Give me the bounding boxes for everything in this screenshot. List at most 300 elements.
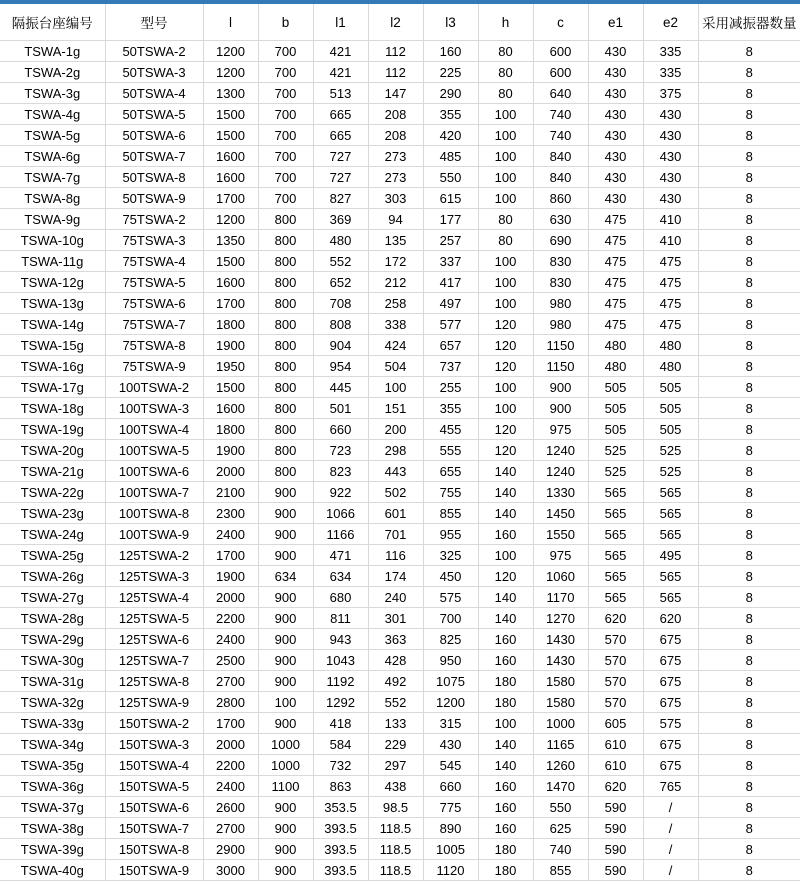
table-cell: 75TSWA-4 <box>105 251 203 272</box>
table-cell: 480 <box>643 335 698 356</box>
table-cell: 140 <box>478 461 533 482</box>
table-cell: 8 <box>698 860 800 881</box>
table-cell: 1150 <box>533 356 588 377</box>
column-header: e2 <box>643 4 698 41</box>
table-cell: 94 <box>368 209 423 230</box>
table-cell: 620 <box>588 608 643 629</box>
table-cell: 177 <box>423 209 478 230</box>
table-cell: 900 <box>258 818 313 839</box>
table-cell: 700 <box>258 146 313 167</box>
table-cell: 700 <box>258 83 313 104</box>
table-cell: 424 <box>368 335 423 356</box>
table-cell: TSWA-40g <box>0 860 105 881</box>
table-cell: 443 <box>368 461 423 482</box>
table-cell: 100TSWA-7 <box>105 482 203 503</box>
table-cell: 471 <box>313 545 368 566</box>
table-cell: 634 <box>258 566 313 587</box>
table-cell: 1200 <box>203 209 258 230</box>
table-cell: 675 <box>643 629 698 650</box>
table-cell: 75TSWA-3 <box>105 230 203 251</box>
table-cell: / <box>643 860 698 881</box>
table-cell: 675 <box>643 671 698 692</box>
table-cell: TSWA-25g <box>0 545 105 566</box>
table-cell: 363 <box>368 629 423 650</box>
table-cell: 430 <box>588 104 643 125</box>
column-header: l <box>203 4 258 41</box>
table-cell: 290 <box>423 83 478 104</box>
table-cell: 840 <box>533 167 588 188</box>
table-cell: 50TSWA-3 <box>105 62 203 83</box>
table-cell: TSWA-24g <box>0 524 105 545</box>
table-cell: 172 <box>368 251 423 272</box>
table-cell: 630 <box>533 209 588 230</box>
table-cell: 8 <box>698 419 800 440</box>
table-cell: 904 <box>313 335 368 356</box>
table-cell: 485 <box>423 146 478 167</box>
table-cell: 180 <box>478 671 533 692</box>
table-cell: 8 <box>698 650 800 671</box>
table-cell: 200 <box>368 419 423 440</box>
table-cell: 1240 <box>533 440 588 461</box>
table-cell: 525 <box>643 440 698 461</box>
table-cell: 565 <box>588 524 643 545</box>
table-cell: 421 <box>313 41 368 62</box>
table-cell: 100 <box>478 377 533 398</box>
table-cell: 2000 <box>203 587 258 608</box>
table-cell: TSWA-22g <box>0 482 105 503</box>
table-cell: 505 <box>588 419 643 440</box>
table-row <box>0 671 800 692</box>
table-cell: 610 <box>588 755 643 776</box>
table-cell: 229 <box>368 734 423 755</box>
table-cell: 80 <box>478 209 533 230</box>
table-cell: 755 <box>423 482 478 503</box>
table-cell: 900 <box>258 608 313 629</box>
table-cell: 208 <box>368 125 423 146</box>
table-cell: 100 <box>478 251 533 272</box>
table-cell: 50TSWA-6 <box>105 125 203 146</box>
table-cell: 75TSWA-6 <box>105 293 203 314</box>
table-cell: / <box>643 818 698 839</box>
table-cell: 393.5 <box>313 818 368 839</box>
table-cell: 590 <box>588 860 643 881</box>
table-cell: 1166 <box>313 524 368 545</box>
table-cell: 208 <box>368 104 423 125</box>
column-header: b <box>258 4 313 41</box>
table-cell: TSWA-14g <box>0 314 105 335</box>
table-cell: 180 <box>478 860 533 881</box>
table-cell: 120 <box>478 314 533 335</box>
column-header: e1 <box>588 4 643 41</box>
table-cell: TSWA-37g <box>0 797 105 818</box>
table-cell: 1580 <box>533 692 588 713</box>
table-cell: 160 <box>478 776 533 797</box>
table-cell: 8 <box>698 503 800 524</box>
table-cell: 8 <box>698 713 800 734</box>
table-cell: 475 <box>643 293 698 314</box>
table-cell: 2700 <box>203 818 258 839</box>
table-cell: 75TSWA-5 <box>105 272 203 293</box>
table-cell: 504 <box>368 356 423 377</box>
table-cell: 8 <box>698 125 800 146</box>
table-cell: 150TSWA-4 <box>105 755 203 776</box>
table-cell: 180 <box>478 692 533 713</box>
table-cell: 212 <box>368 272 423 293</box>
table-cell: 8 <box>698 398 800 419</box>
table-cell: 492 <box>368 671 423 692</box>
table-row <box>0 524 800 545</box>
table-cell: 480 <box>588 356 643 377</box>
table-cell: 502 <box>368 482 423 503</box>
table-cell: 8 <box>698 755 800 776</box>
table-cell: 525 <box>588 461 643 482</box>
table-cell: 840 <box>533 146 588 167</box>
spec-table <box>0 4 800 881</box>
table-cell: 8 <box>698 734 800 755</box>
column-header: l2 <box>368 4 423 41</box>
table-cell: 740 <box>533 125 588 146</box>
table-cell: 8 <box>698 167 800 188</box>
table-cell: 2400 <box>203 629 258 650</box>
table-cell: 2000 <box>203 461 258 482</box>
table-cell: 1500 <box>203 104 258 125</box>
table-cell: 8 <box>698 251 800 272</box>
table-row <box>0 713 800 734</box>
table-cell: 1700 <box>203 293 258 314</box>
table-cell: 125TSWA-6 <box>105 629 203 650</box>
table-cell: 428 <box>368 650 423 671</box>
table-cell: 480 <box>313 230 368 251</box>
table-cell: 765 <box>643 776 698 797</box>
table-cell: 417 <box>423 272 478 293</box>
table-cell: 430 <box>588 167 643 188</box>
table-cell: 922 <box>313 482 368 503</box>
table-cell: 125TSWA-5 <box>105 608 203 629</box>
table-cell: TSWA-11g <box>0 251 105 272</box>
table-cell: 1450 <box>533 503 588 524</box>
table-cell: 75TSWA-9 <box>105 356 203 377</box>
table-cell: 8 <box>698 230 800 251</box>
table-cell: 430 <box>643 146 698 167</box>
header-row <box>0 4 800 41</box>
table-cell: 273 <box>368 146 423 167</box>
table-cell: 475 <box>588 209 643 230</box>
table-cell: 160 <box>478 524 533 545</box>
table-cell: 1300 <box>203 83 258 104</box>
table-row <box>0 83 800 104</box>
table-cell: 811 <box>313 608 368 629</box>
table-row <box>0 398 800 419</box>
table-cell: 8 <box>698 41 800 62</box>
table-cell: 1000 <box>533 713 588 734</box>
table-cell: TSWA-13g <box>0 293 105 314</box>
table-cell: 855 <box>423 503 478 524</box>
table-cell: 497 <box>423 293 478 314</box>
table-cell: 257 <box>423 230 478 251</box>
table-cell: 100 <box>478 398 533 419</box>
table-cell: 8 <box>698 335 800 356</box>
table-cell: 1043 <box>313 650 368 671</box>
table-cell: 50TSWA-4 <box>105 83 203 104</box>
table-cell: 550 <box>423 167 478 188</box>
table-cell: 8 <box>698 83 800 104</box>
table-cell: 2000 <box>203 734 258 755</box>
table-cell: 160 <box>478 797 533 818</box>
table-cell: 501 <box>313 398 368 419</box>
table-cell: 800 <box>258 335 313 356</box>
table-cell: 118.5 <box>368 818 423 839</box>
table-cell: 570 <box>588 629 643 650</box>
table-cell: 8 <box>698 440 800 461</box>
table-cell: 180 <box>478 839 533 860</box>
table-cell: TSWA-28g <box>0 608 105 629</box>
table-cell: 675 <box>643 650 698 671</box>
table-cell: 375 <box>643 83 698 104</box>
table-cell: 8 <box>698 356 800 377</box>
table-cell: 1350 <box>203 230 258 251</box>
table-cell: 860 <box>533 188 588 209</box>
table-cell: TSWA-8g <box>0 188 105 209</box>
table-cell: 2400 <box>203 524 258 545</box>
table-cell: 675 <box>643 734 698 755</box>
table-cell: TSWA-7g <box>0 167 105 188</box>
table-cell: 565 <box>643 587 698 608</box>
table-cell: 8 <box>698 62 800 83</box>
table-cell: 1292 <box>313 692 368 713</box>
table-cell: TSWA-16g <box>0 356 105 377</box>
table-cell: TSWA-34g <box>0 734 105 755</box>
table-cell: 75TSWA-7 <box>105 314 203 335</box>
table-cell: TSWA-31g <box>0 671 105 692</box>
table-cell: 680 <box>313 587 368 608</box>
column-header: 型号 <box>105 4 203 41</box>
table-cell: 1950 <box>203 356 258 377</box>
table-cell: 150TSWA-5 <box>105 776 203 797</box>
table-row <box>0 587 800 608</box>
table-cell: 2100 <box>203 482 258 503</box>
table-cell: 140 <box>478 734 533 755</box>
table-cell: TSWA-15g <box>0 335 105 356</box>
table-cell: 1900 <box>203 566 258 587</box>
table-cell: 125TSWA-4 <box>105 587 203 608</box>
table-cell: 1430 <box>533 650 588 671</box>
table-row <box>0 503 800 524</box>
table-cell: 355 <box>423 398 478 419</box>
table-row <box>0 272 800 293</box>
table-cell: 800 <box>258 272 313 293</box>
table-cell: 50TSWA-7 <box>105 146 203 167</box>
table-cell: 700 <box>258 41 313 62</box>
table-row <box>0 461 800 482</box>
table-cell: 118.5 <box>368 839 423 860</box>
table-row <box>0 755 800 776</box>
table-cell: 2200 <box>203 608 258 629</box>
table-cell: 1600 <box>203 272 258 293</box>
table-cell: 800 <box>258 230 313 251</box>
table-cell: 8 <box>698 461 800 482</box>
table-cell: 410 <box>643 230 698 251</box>
table-cell: 1470 <box>533 776 588 797</box>
table-cell: 565 <box>643 524 698 545</box>
table-row <box>0 419 800 440</box>
table-cell: 418 <box>313 713 368 734</box>
table-cell: 1165 <box>533 734 588 755</box>
table-cell: 445 <box>313 377 368 398</box>
table-cell: 8 <box>698 587 800 608</box>
table-cell: TSWA-2g <box>0 62 105 83</box>
table-cell: 80 <box>478 41 533 62</box>
table-cell: 590 <box>588 818 643 839</box>
table-cell: 665 <box>313 125 368 146</box>
table-cell: 174 <box>368 566 423 587</box>
table-cell: 475 <box>643 314 698 335</box>
table-row <box>0 629 800 650</box>
table-cell: 1550 <box>533 524 588 545</box>
table-cell: 258 <box>368 293 423 314</box>
table-cell: 615 <box>423 188 478 209</box>
table-cell: TSWA-36g <box>0 776 105 797</box>
table-cell: 900 <box>258 650 313 671</box>
table-cell: / <box>643 839 698 860</box>
table-cell: 800 <box>258 440 313 461</box>
table-cell: 480 <box>643 356 698 377</box>
table-cell: 140 <box>478 608 533 629</box>
table-cell: TSWA-32g <box>0 692 105 713</box>
table-cell: TSWA-18g <box>0 398 105 419</box>
table-cell: 700 <box>258 188 313 209</box>
table-cell: 900 <box>258 839 313 860</box>
table-cell: 657 <box>423 335 478 356</box>
table-cell: 140 <box>478 503 533 524</box>
table-cell: 335 <box>643 62 698 83</box>
table-cell: 1200 <box>203 41 258 62</box>
table-cell: 980 <box>533 293 588 314</box>
table-cell: 133 <box>368 713 423 734</box>
table-cell: 8 <box>698 818 800 839</box>
table-cell: 335 <box>643 41 698 62</box>
table-cell: 675 <box>643 755 698 776</box>
table-cell: 652 <box>313 272 368 293</box>
table-cell: 800 <box>258 293 313 314</box>
table-cell: 1200 <box>423 692 478 713</box>
table-cell: 737 <box>423 356 478 377</box>
table-row <box>0 545 800 566</box>
table-cell: 410 <box>643 209 698 230</box>
table-cell: 690 <box>533 230 588 251</box>
table-cell: 590 <box>588 839 643 860</box>
table-cell: 740 <box>533 104 588 125</box>
table-cell: 800 <box>258 209 313 230</box>
column-header: 采用减振器数量 <box>698 4 800 41</box>
table-cell: 298 <box>368 440 423 461</box>
table-cell: 8 <box>698 209 800 230</box>
table-cell: 430 <box>588 125 643 146</box>
table-cell: 100TSWA-5 <box>105 440 203 461</box>
table-row <box>0 860 800 881</box>
table-cell: 8 <box>698 188 800 209</box>
table-cell: 900 <box>258 503 313 524</box>
table-cell: 590 <box>588 797 643 818</box>
table-cell: 577 <box>423 314 478 335</box>
column-header: 隔振台座编号 <box>0 4 105 41</box>
table-cell: 120 <box>478 440 533 461</box>
table-cell: 80 <box>478 62 533 83</box>
table-cell: 505 <box>588 377 643 398</box>
table-cell: 80 <box>478 230 533 251</box>
table-cell: 625 <box>533 818 588 839</box>
table-cell: 1600 <box>203 167 258 188</box>
table-cell: 1240 <box>533 461 588 482</box>
table-cell: 525 <box>588 440 643 461</box>
table-cell: 120 <box>478 356 533 377</box>
table-cell: 369 <box>313 209 368 230</box>
table-cell: 2900 <box>203 839 258 860</box>
table-cell: 150TSWA-2 <box>105 713 203 734</box>
table-cell: 823 <box>313 461 368 482</box>
table-cell: 450 <box>423 566 478 587</box>
table-row <box>0 776 800 797</box>
table-cell: 100TSWA-4 <box>105 419 203 440</box>
table-cell: 315 <box>423 713 478 734</box>
table-cell: 620 <box>643 608 698 629</box>
table-cell: 475 <box>588 272 643 293</box>
table-cell: 601 <box>368 503 423 524</box>
table-cell: 8 <box>698 797 800 818</box>
table-cell: / <box>643 797 698 818</box>
table-cell: 830 <box>533 272 588 293</box>
table-cell: 8 <box>698 839 800 860</box>
table-row <box>0 734 800 755</box>
table-cell: 151 <box>368 398 423 419</box>
table-cell: 112 <box>368 62 423 83</box>
table-cell: 50TSWA-8 <box>105 167 203 188</box>
table-cell: 125TSWA-8 <box>105 671 203 692</box>
table-cell: 140 <box>478 587 533 608</box>
table-cell: 1500 <box>203 125 258 146</box>
table-cell: TSWA-17g <box>0 377 105 398</box>
table-cell: 727 <box>313 167 368 188</box>
table-cell: 800 <box>258 314 313 335</box>
table-cell: 8 <box>698 482 800 503</box>
table-cell: 240 <box>368 587 423 608</box>
table-cell: TSWA-20g <box>0 440 105 461</box>
table-cell: 954 <box>313 356 368 377</box>
table-cell: 2400 <box>203 776 258 797</box>
table-cell: TSWA-26g <box>0 566 105 587</box>
table-cell: TSWA-10g <box>0 230 105 251</box>
table-row <box>0 293 800 314</box>
table-row <box>0 335 800 356</box>
table-cell: 800 <box>258 419 313 440</box>
table-cell: 150TSWA-3 <box>105 734 203 755</box>
table-cell: 1330 <box>533 482 588 503</box>
table-row <box>0 440 800 461</box>
table-cell: 900 <box>258 587 313 608</box>
table-cell: 665 <box>313 104 368 125</box>
table-cell: 1580 <box>533 671 588 692</box>
table-cell: 100 <box>478 188 533 209</box>
table-cell: 150TSWA-7 <box>105 818 203 839</box>
table-cell: 100 <box>478 545 533 566</box>
table-cell: 505 <box>643 419 698 440</box>
table-cell: 100 <box>478 167 533 188</box>
table-cell: 475 <box>588 230 643 251</box>
table-cell: 1000 <box>258 734 313 755</box>
table-cell: 610 <box>588 734 643 755</box>
table-cell: 900 <box>258 713 313 734</box>
table-cell: 1066 <box>313 503 368 524</box>
table-cell: 120 <box>478 419 533 440</box>
